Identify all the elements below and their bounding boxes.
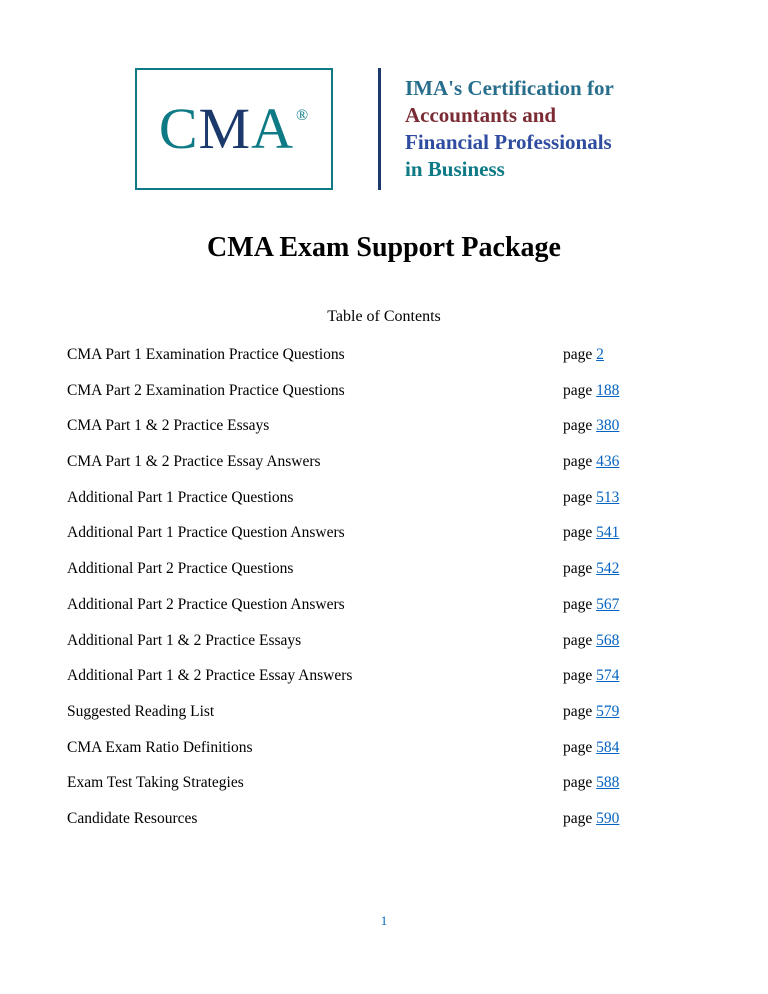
toc-row (67, 738, 629, 758)
logo-tagline (405, 68, 614, 190)
toc-page-word: page (563, 595, 593, 613)
toc-page-cell (563, 809, 629, 829)
toc-row (67, 523, 629, 543)
toc-page-cell (563, 488, 629, 508)
toc-page-word: page (563, 809, 593, 827)
toc-entry-label: Candidate Resources (67, 809, 198, 827)
toc-page-link[interactable]: 588 (596, 774, 620, 792)
toc-row (67, 381, 629, 401)
toc-page-link[interactable]: 380 (596, 417, 620, 435)
toc-row (67, 452, 629, 472)
tagline-line: IMA's Certification for (405, 76, 614, 100)
toc-entry-label: Additional Part 1 Practice Question Answers (67, 524, 345, 542)
toc-page-cell (563, 773, 629, 793)
toc-page-link[interactable]: 436 (596, 453, 620, 471)
toc-page-cell (563, 381, 629, 401)
toc-list (67, 345, 629, 845)
toc-page-link[interactable]: 590 (596, 809, 620, 827)
cma-logo-letter: A (251, 96, 294, 161)
tagline-line: Financial Professionals (405, 130, 612, 154)
cma-logo-letters (159, 96, 294, 161)
toc-row (67, 809, 629, 829)
toc-entry-label: Suggested Reading List (67, 702, 215, 720)
toc-entry-label: CMA Part 1 Examination Practice Questions (67, 346, 345, 363)
toc-page-word: page (563, 453, 593, 471)
toc-row (67, 631, 629, 651)
toc-page-word: page (563, 417, 593, 435)
cma-logo-letter: C (158, 96, 199, 161)
tagline-line: Accountants and (405, 103, 557, 127)
toc-page-link[interactable]: 568 (596, 631, 620, 649)
toc-entry-label: Additional Part 1 & 2 Practice Essay Answers (67, 667, 353, 685)
toc-page-word: page (563, 774, 593, 792)
toc-row (67, 488, 629, 508)
toc-page-cell (563, 345, 629, 365)
toc-row (67, 702, 629, 722)
toc-page-cell (563, 631, 629, 651)
toc-page-cell (563, 702, 629, 722)
toc-entry-label: CMA Part 2 Examination Practice Questions (67, 381, 345, 399)
toc-page-word: page (563, 702, 593, 720)
logo-block (135, 68, 614, 190)
registered-trademark-symbol: ® (296, 107, 310, 124)
toc-row (67, 345, 629, 365)
toc-page-cell (563, 523, 629, 543)
toc-page-link[interactable]: 567 (596, 595, 620, 613)
toc-page-word: page (563, 381, 593, 399)
toc-page-link[interactable]: 513 (596, 488, 620, 506)
tagline-line: in Business (405, 157, 505, 181)
toc-page-cell (563, 666, 629, 686)
cma-logo-letter: M (198, 96, 252, 161)
toc-heading: Table of Contents (327, 308, 441, 325)
toc-page-link[interactable]: 188 (596, 381, 620, 399)
logo-divider (378, 68, 381, 190)
toc-page-cell (563, 738, 629, 758)
cma-logo (135, 68, 333, 190)
cma-logo-text (158, 96, 310, 161)
toc-page-word: page (563, 560, 593, 578)
toc-page-word: page (563, 524, 593, 542)
toc-row (67, 595, 629, 615)
toc-row (67, 666, 629, 686)
toc-row (67, 416, 629, 436)
toc-entry-label: Additional Part 2 Practice Questions (67, 560, 294, 578)
toc-page-cell (563, 559, 629, 579)
page-title: CMA Exam Support Package (207, 232, 561, 263)
toc-row (67, 773, 629, 793)
toc-page-word: page (563, 488, 593, 506)
toc-page-word: page (563, 631, 593, 649)
toc-row (67, 559, 629, 579)
toc-page-link[interactable]: 541 (596, 524, 620, 542)
toc-page-cell (563, 452, 629, 472)
page-number: 1 (380, 913, 388, 928)
toc-page-link[interactable]: 574 (596, 667, 620, 685)
toc-page-link[interactable]: 584 (596, 738, 620, 756)
toc-page-word: page (563, 738, 593, 756)
toc-entry-label: CMA Part 1 & 2 Practice Essay Answers (67, 453, 321, 471)
toc-page-link[interactable]: 579 (596, 702, 620, 720)
toc-entry-label: Exam Test Taking Strategies (67, 774, 244, 792)
toc-entry-label: Additional Part 1 & 2 Practice Essays (67, 631, 302, 649)
toc-page-word: page (563, 667, 593, 685)
toc-entry-label: CMA Exam Ratio Definitions (67, 738, 253, 756)
toc-entry-label: CMA Part 1 & 2 Practice Essays (67, 417, 270, 435)
toc-page-cell (563, 416, 629, 436)
toc-page-cell (563, 595, 629, 615)
toc-page-word: page (563, 346, 593, 363)
toc-entry-label: Additional Part 1 Practice Questions (67, 488, 294, 506)
toc-page-link[interactable]: 2 (596, 346, 604, 363)
toc-page-link[interactable]: 542 (596, 560, 620, 578)
toc-entry-label: Additional Part 2 Practice Question Answers (67, 595, 345, 613)
